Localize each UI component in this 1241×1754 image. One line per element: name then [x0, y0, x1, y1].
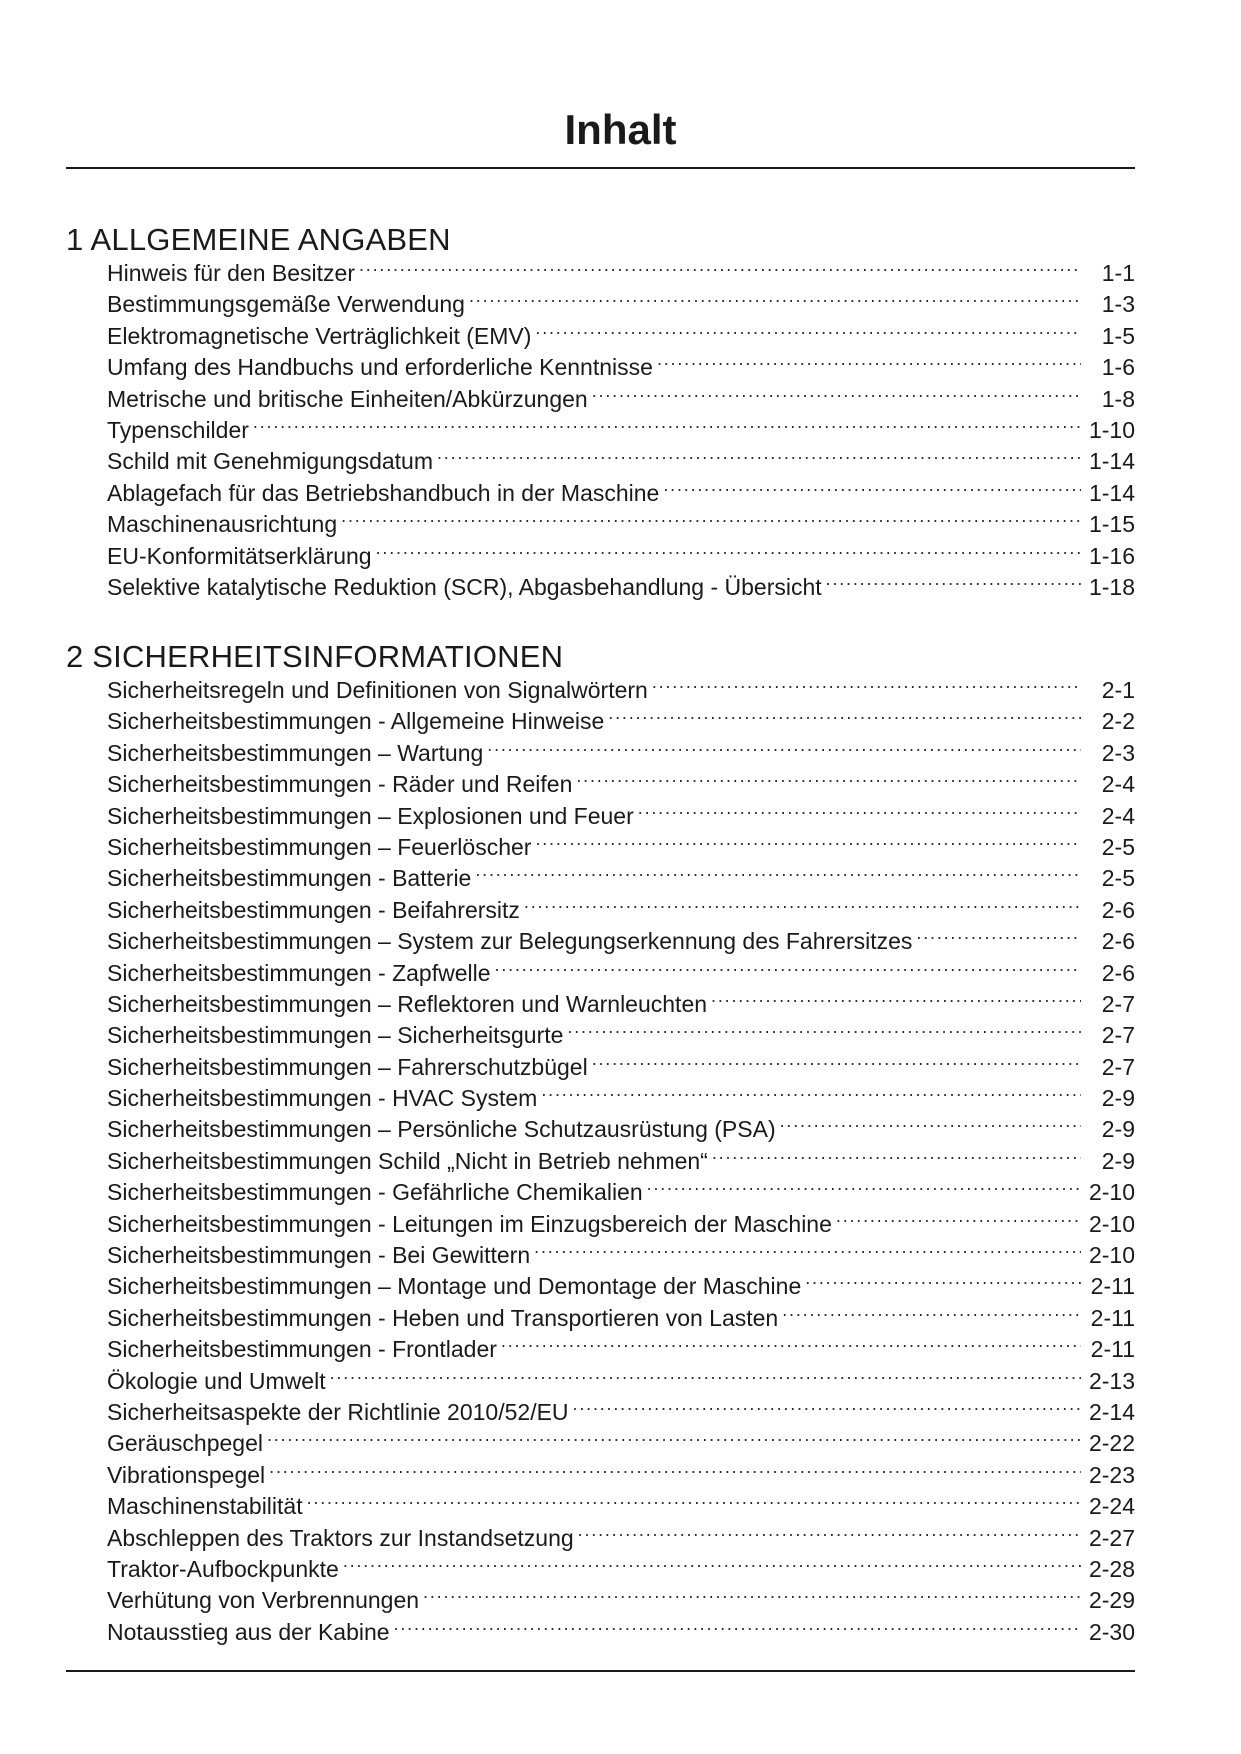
dot-leader	[330, 1369, 1081, 1389]
toc-entry-title: Sicherheitsregeln und Definitionen von Signalwörtern	[107, 677, 648, 703]
toc-entry-page-number: 1-5	[1101, 322, 1135, 349]
dot-leader	[573, 1400, 1081, 1420]
dot-leader	[711, 992, 1081, 1012]
toc-entry-page-number: 2-2	[1101, 708, 1135, 735]
toc-entry[interactable]	[107, 509, 1135, 540]
section-heading: 2 SICHERHEITSINFORMATIONEN	[66, 639, 564, 674]
toc-entry-page-number: 2-29	[1088, 1587, 1135, 1614]
page-title: Inhalt	[564, 106, 677, 153]
dot-leader	[495, 961, 1081, 981]
dot-leader	[343, 1557, 1081, 1577]
dot-leader	[592, 387, 1081, 407]
toc-entry-title: Notausstieg aus der Kabine	[107, 1618, 390, 1645]
toc-entry[interactable]	[107, 1366, 1135, 1397]
dot-leader	[535, 835, 1081, 855]
toc-section-general-information	[66, 222, 1135, 603]
dot-leader	[576, 772, 1081, 792]
dot-leader	[359, 261, 1081, 281]
toc-entry-page-number: 1-15	[1088, 511, 1135, 538]
toc-entry-title: Sicherheitsbestimmungen - Beifahrersitz	[107, 896, 520, 923]
dot-leader	[805, 1274, 1081, 1294]
dot-leader	[782, 1306, 1081, 1326]
toc-entry-page-number: 2-10	[1088, 1210, 1135, 1237]
toc-entry-page-number: 2-1	[1101, 677, 1135, 703]
toc-entry-page-number: 2-11	[1090, 1304, 1135, 1331]
toc-entry-page-number: 2-3	[1101, 739, 1135, 766]
toc-entry-page-number: 2-7	[1101, 1053, 1135, 1080]
toc-entry-page-number: 2-7	[1101, 990, 1135, 1017]
dot-leader	[394, 1620, 1081, 1640]
toc-entry-title: Sicherheitsbestimmungen – Montage und Demontage der Maschine	[107, 1273, 802, 1300]
dot-leader	[469, 292, 1081, 312]
toc-entry-title: Sicherheitsbestimmungen - Zapfwelle	[107, 959, 491, 986]
toc-entry-page-number: 2-27	[1088, 1524, 1135, 1551]
dot-leader	[657, 355, 1081, 375]
dot-leader	[487, 741, 1081, 761]
toc-entry-page-number: 2-11	[1090, 1273, 1135, 1300]
toc-entry-page-number: 1-14	[1088, 479, 1135, 506]
dot-leader	[916, 929, 1081, 949]
toc-entry-page-number: 1-16	[1088, 542, 1135, 569]
toc-entry[interactable]	[107, 1585, 1135, 1616]
toc-entry-title: Elektromagnetische Verträglichkeit (EMV)	[107, 322, 532, 349]
toc-entry[interactable]	[107, 801, 1135, 832]
toc-entry-title: Vibrationspegel	[107, 1461, 266, 1488]
toc-entry[interactable]	[107, 1177, 1135, 1208]
toc-entry[interactable]	[107, 1303, 1135, 1334]
toc-entry-title: Sicherheitsbestimmungen Schild „Nicht in Betrieb nehmen“	[107, 1147, 708, 1174]
dot-leader	[269, 1463, 1081, 1483]
toc-entry[interactable]	[107, 769, 1135, 800]
toc-entry-title: Sicherheitsbestimmungen - Gefährliche Chemikalien	[107, 1179, 643, 1206]
toc-entry-title: Ökologie und Umwelt	[107, 1367, 326, 1394]
dot-leader	[267, 1431, 1081, 1451]
toc-entry[interactable]	[107, 1460, 1135, 1491]
toc-entry-page-number: 2-7	[1101, 1022, 1135, 1049]
toc-entry-page-number: 2-4	[1101, 802, 1135, 829]
toc-entry-title: Sicherheitsbestimmungen – Explosionen und Feuer	[107, 802, 634, 829]
toc-entry-page-number: 2-24	[1088, 1493, 1135, 1520]
toc-entry[interactable]	[107, 1114, 1135, 1145]
toc-entry[interactable]	[107, 895, 1135, 926]
dot-leader	[253, 418, 1081, 438]
toc-entry[interactable]	[107, 289, 1135, 320]
toc-entry-title: Sicherheitsbestimmungen – Feuerlöscher	[107, 833, 532, 860]
toc-entry-page-number: 2-23	[1088, 1461, 1135, 1488]
toc-entry[interactable]	[107, 321, 1135, 352]
toc-entry[interactable]	[107, 1020, 1135, 1051]
toc-entry[interactable]	[107, 415, 1135, 446]
dot-leader	[836, 1212, 1081, 1232]
section-heading: 1 ALLGEMEINE ANGABEN	[66, 222, 451, 257]
toc-entry-title: Traktor-Aufbockpunkte	[107, 1555, 339, 1582]
toc-entry[interactable]	[107, 478, 1135, 509]
toc-entry[interactable]	[107, 675, 1135, 706]
toc-entry[interactable]	[107, 738, 1135, 769]
dot-leader	[524, 898, 1081, 918]
toc-entry[interactable]	[107, 1523, 1135, 1554]
toc-entry-title: Selektive katalytische Reduktion (SCR), Abgasbehandlung - Übersicht	[107, 573, 822, 600]
toc-entry[interactable]	[107, 863, 1135, 894]
dot-leader	[592, 1055, 1081, 1075]
dot-leader	[541, 1086, 1081, 1106]
toc-entry-page-number: 1-18	[1088, 573, 1135, 600]
toc-entry[interactable]	[107, 1052, 1135, 1083]
toc-entry-page-number: 2-30	[1088, 1618, 1135, 1645]
toc-entry[interactable]	[107, 384, 1135, 415]
toc-entry[interactable]	[107, 1397, 1135, 1428]
toc-entry-title: Schild mit Genehmigungsdatum	[107, 448, 433, 475]
dot-leader	[437, 449, 1081, 469]
toc-entry-page-number: 2-9	[1101, 1147, 1135, 1174]
toc-entry[interactable]	[107, 1491, 1135, 1522]
toc-entry-page-number: 1-6	[1101, 354, 1135, 381]
toc-entry[interactable]	[107, 1617, 1135, 1648]
toc-entry-title: Sicherheitsbestimmungen – Sicherheitsgurte	[107, 1022, 564, 1049]
toc-entry-page-number: 2-14	[1088, 1398, 1135, 1425]
toc-entry[interactable]	[107, 1240, 1135, 1271]
toc-entry[interactable]	[107, 446, 1135, 477]
toc-entry-title: Maschinenstabilität	[107, 1493, 303, 1520]
toc-entry-page-number: 2-5	[1101, 865, 1135, 892]
toc-section-safety-information	[66, 639, 1135, 1648]
toc-entry-page-number: 1-1	[1101, 260, 1135, 286]
toc-entry[interactable]	[107, 989, 1135, 1020]
dot-leader	[647, 1180, 1081, 1200]
toc-entry-title: Sicherheitsbestimmungen – Reflektoren und Warnleuchten	[107, 990, 708, 1017]
toc-entry[interactable]	[107, 572, 1135, 603]
toc-entry-title: Umfang des Handbuchs und erforderliche Kenntnisse	[107, 354, 653, 381]
toc-entry-title: Sicherheitsbestimmungen - Leitungen im Einzugsbereich der Maschine	[107, 1210, 832, 1237]
toc-entry-title: Geräuschpegel	[107, 1430, 263, 1457]
bottom-divider	[66, 1670, 1135, 1672]
dot-leader	[307, 1494, 1081, 1514]
toc-entry[interactable]	[107, 1334, 1135, 1365]
toc-entry-page-number: 2-6	[1101, 959, 1135, 986]
toc-entry-title: Verhütung von Verbrennungen	[107, 1587, 420, 1614]
toc-entry[interactable]	[107, 1083, 1135, 1114]
toc-entry[interactable]	[107, 926, 1135, 957]
toc-entry-title: Hinweis für den Besitzer	[107, 260, 355, 286]
toc-entry-list	[66, 675, 1135, 1648]
dot-leader	[780, 1117, 1081, 1137]
toc-entry-title: EU-Konformitätserklärung	[107, 542, 372, 569]
toc-entry[interactable]	[107, 258, 1135, 289]
toc-entry-page-number: 2-9	[1101, 1085, 1135, 1112]
toc-entry[interactable]	[107, 958, 1135, 989]
toc-entry-page-number: 2-13	[1088, 1367, 1135, 1394]
toc-entry[interactable]	[107, 1271, 1135, 1302]
toc-entry[interactable]	[107, 541, 1135, 572]
toc-entry-page-number: 2-6	[1101, 896, 1135, 923]
toc-entry[interactable]	[107, 1209, 1135, 1240]
toc-entry-page-number: 2-22	[1088, 1430, 1135, 1457]
toc-entry-title: Sicherheitsbestimmungen - HVAC System	[107, 1085, 538, 1112]
dot-leader	[578, 1526, 1081, 1546]
dot-leader	[501, 1337, 1081, 1357]
dot-leader	[341, 512, 1081, 532]
toc-entry-page-number: 1-8	[1101, 385, 1135, 412]
toc-entry[interactable]	[107, 1146, 1135, 1177]
dot-leader	[608, 709, 1081, 729]
toc-entry-title: Abschleppen des Traktors zur Instandsetzung	[107, 1524, 574, 1551]
dot-leader	[535, 324, 1081, 344]
toc-entry-page-number: 2-6	[1101, 928, 1135, 955]
toc-entry-title: Sicherheitsbestimmungen - Räder und Reifen	[107, 771, 573, 798]
toc-entry[interactable]	[107, 1554, 1135, 1585]
dot-leader	[712, 1149, 1081, 1169]
toc-entry-title: Sicherheitsbestimmungen – Fahrerschutzbügel	[107, 1053, 588, 1080]
toc-entry-title: Ablagefach für das Betriebshandbuch in der Maschine	[107, 479, 660, 506]
toc-entry-page-number: 2-4	[1101, 771, 1135, 798]
toc-entry-title: Bestimmungsgemäße Verwendung	[107, 291, 465, 318]
dot-leader	[663, 481, 1081, 501]
toc-entry-title: Metrische und britische Einheiten/Abkürzungen	[107, 385, 588, 412]
dot-leader	[826, 575, 1081, 595]
toc-entry-page-number: 2-11	[1090, 1336, 1135, 1363]
dot-leader	[475, 866, 1081, 886]
toc-entry-page-number: 2-10	[1088, 1179, 1135, 1206]
dot-leader	[534, 1243, 1081, 1263]
toc-entry-title: Sicherheitsbestimmungen – System zur Belegungserkennung des Fahrersitzes	[107, 928, 913, 955]
toc-entry-page-number: 2-10	[1088, 1242, 1135, 1269]
toc-entry-title: Sicherheitsbestimmungen - Bei Gewittern	[107, 1242, 531, 1269]
toc-entry-title: Sicherheitsbestimmungen – Persönliche Schutzausrüstung (PSA)	[107, 1116, 776, 1143]
toc-entry-title: Sicherheitsbestimmungen – Wartung	[107, 739, 484, 766]
toc-entry-page-number: 1-14	[1088, 448, 1135, 475]
toc-entry-list	[66, 258, 1135, 603]
toc-entry-title: Sicherheitsbestimmungen - Batterie	[107, 865, 472, 892]
toc-entry-page-number: 1-3	[1101, 291, 1135, 318]
toc-entry[interactable]	[107, 832, 1135, 863]
toc-entry-title: Sicherheitsaspekte der Richtlinie 2010/52/EU	[107, 1398, 569, 1425]
toc-entry-title: Sicherheitsbestimmungen - Heben und Transportieren von Lasten	[107, 1304, 779, 1331]
toc-entry-title: Typenschilder	[107, 416, 249, 443]
dot-leader	[423, 1588, 1081, 1608]
toc-entry-page-number: 2-9	[1101, 1116, 1135, 1143]
dot-leader	[652, 678, 1081, 698]
toc-entry-title: Sicherheitsbestimmungen - Allgemeine Hinweise	[107, 708, 605, 735]
toc-entry-title: Sicherheitsbestimmungen - Frontlader	[107, 1336, 497, 1363]
dot-leader	[638, 804, 1081, 824]
toc-entry-page-number: 2-5	[1101, 833, 1135, 860]
top-divider	[66, 167, 1135, 169]
toc-entry-page-number: 1-10	[1088, 416, 1135, 443]
toc-entry[interactable]	[107, 352, 1135, 383]
dot-leader	[567, 1023, 1081, 1043]
toc-entry-page-number: 2-28	[1088, 1555, 1135, 1582]
toc-entry[interactable]	[107, 706, 1135, 737]
toc-entry[interactable]	[107, 1428, 1135, 1459]
dot-leader	[376, 544, 1081, 564]
toc-entry-title: Maschinenausrichtung	[107, 511, 338, 538]
